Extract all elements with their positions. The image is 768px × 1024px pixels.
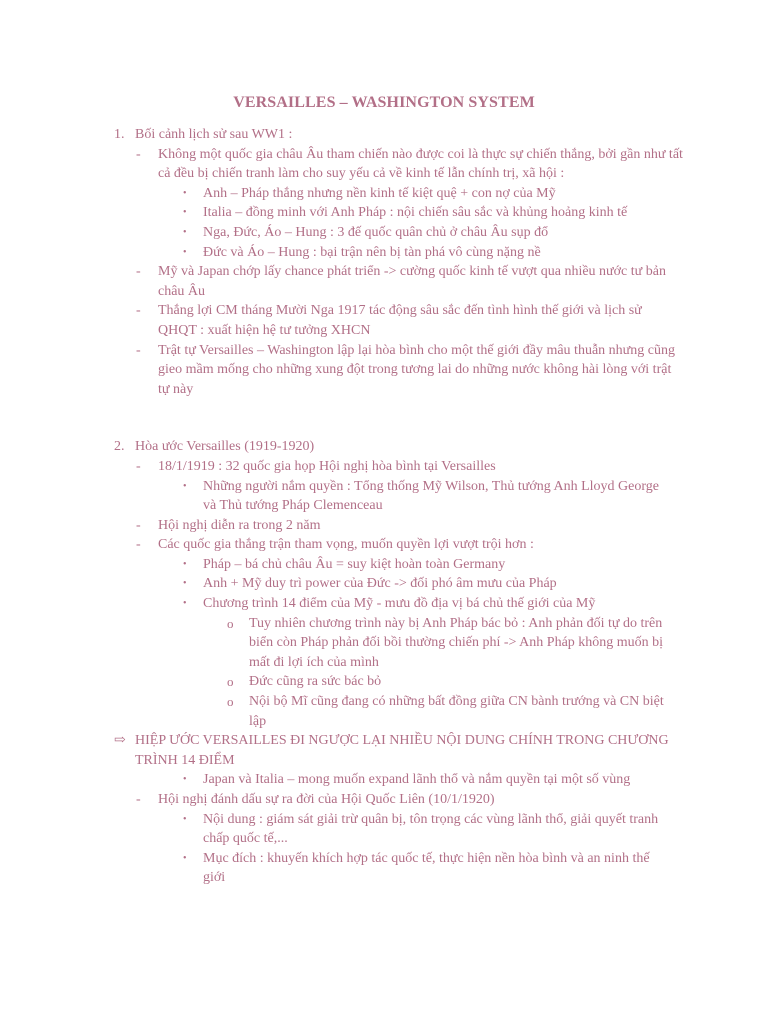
list-item-text: Mục đích : khuyến khích hợp tác quốc tế, thực hiện nền hòa bình và an ninh thế giới xyxy=(203,850,650,886)
list-marker: ⇨ xyxy=(114,733,126,749)
list-marker: • xyxy=(183,207,187,219)
list-marker: • xyxy=(183,187,187,199)
sub-bullet-item xyxy=(0,614,768,673)
bullet-item xyxy=(0,223,768,243)
list-item-text: Không một quốc gia châu Âu tham chiến nào được coi là thực sự chiến thắng, bởi gần như tất cả đều bị chiến tranh làm cho suy yếu cả về kinh tế lẫn chính trị, xã hội : xyxy=(158,146,683,182)
bullet-item xyxy=(0,555,768,575)
dash-item xyxy=(0,516,768,536)
list-item-text: Đức cũng ra sức bác bỏ xyxy=(249,674,382,690)
list-marker: 1. xyxy=(114,127,125,142)
list-item-text: Mỹ và Japan chớp lấy chance phát triển -> cường quốc kinh tế vượt qua nhiều nước tư bản châu Âu xyxy=(158,264,666,299)
list-marker: • xyxy=(183,480,187,492)
sub-bullet-item xyxy=(0,692,768,731)
list-item-text: Nội dung : giám sát giải trừ quân bị, tôn trọng các vùng lãnh thổ, giải quyết tranh chấp quốc tế,... xyxy=(203,811,659,847)
list-item-text: Thắng lợi CM tháng Mười Nga 1917 tác động sâu sắc đến tình hình thế giới và lịch sử QHQT : xuất hiện hệ tư tưởng XHCN xyxy=(158,303,642,338)
bullet-item xyxy=(0,203,768,223)
section-gap xyxy=(0,399,768,437)
list-marker: - xyxy=(136,303,141,319)
list-marker: • xyxy=(183,813,187,825)
bullet-item xyxy=(0,574,768,594)
list-item-text: Japan và Italia – mong muốn expand lãnh thổ và nắm quyền tại một số vùng xyxy=(203,772,631,788)
bullet-item xyxy=(0,594,768,614)
document-title: VERSAILLES – WASHINGTON SYSTEM xyxy=(233,94,535,111)
dash-item xyxy=(0,535,768,555)
list-marker: • xyxy=(183,852,187,864)
list-item-text: Hội nghị diễn ra trong 2 năm xyxy=(158,517,321,533)
list-item-text: Anh – Pháp thắng nhưng nền kinh tế kiệt quệ + con nợ của Mỹ xyxy=(203,185,556,201)
section-heading xyxy=(0,437,768,457)
list-item-text: Hòa ước Versailles (1919-1920) xyxy=(135,439,315,455)
list-item-text: Nội bộ Mĩ cũng đang có những bất đồng giữa CN bành trướng và CN biệt lập xyxy=(249,694,664,729)
dash-item xyxy=(0,262,768,301)
list-marker: - xyxy=(136,264,141,280)
bullet-item xyxy=(0,243,768,263)
document-body xyxy=(0,125,768,888)
bullet-item xyxy=(0,184,768,204)
dash-item xyxy=(0,457,768,477)
bullet-item xyxy=(0,477,768,516)
dash-item xyxy=(0,301,768,340)
dash-item xyxy=(0,145,768,184)
list-item-text: Anh + Mỹ duy trì power của Đức -> đối phó âm mưu của Pháp xyxy=(203,576,557,592)
list-item-text: Trật tự Versailles – Washington lập lại hòa bình cho một thế giới đầy mâu thuẫn nhưng cũng gieo mầm mống cho những xung đột trong tương lai do những nước không hài lòng với trật tự này xyxy=(158,342,675,397)
list-item-text: Bối cảnh lịch sử sau WW1 : xyxy=(135,127,293,142)
list-marker: • xyxy=(183,246,187,258)
sub-bullet-item xyxy=(0,672,768,692)
list-item-text: Các quốc gia thắng trận tham vọng, muốn quyền lợi vượt trội hơn : xyxy=(158,537,534,553)
list-item-text: 18/1/1919 : 32 quốc gia họp Hội nghị hòa bình tại Versailles xyxy=(158,458,496,474)
list-item-text: Hội nghị đánh dấu sự ra đời của Hội Quốc Liên (10/1/1920) xyxy=(158,792,495,807)
list-item-text: Đức và Áo – Hung : bại trận nên bị tàn phá vô cùng nặng nề xyxy=(203,244,541,260)
list-item-text: Chương trình 14 điểm của Mỹ - mưu đồ địa vị bá chủ thế giới của Mỹ xyxy=(203,596,596,612)
list-marker: - xyxy=(136,458,141,474)
list-item-text: Pháp – bá chủ châu Âu = suy kiệt hoàn toàn Germany xyxy=(203,556,506,572)
list-marker: - xyxy=(136,537,141,553)
list-item-text: Những người nắm quyền : Tổng thống Mỹ Wilson, Thủ tướng Anh Lloyd George và Thủ tướng Pháp Clemenceau xyxy=(203,478,659,514)
list-marker: • xyxy=(183,226,187,238)
dash-item xyxy=(0,341,768,400)
list-item-text: Nga, Đức, Áo – Hung : 3 đế quốc quân chủ ở châu Âu sụp đổ xyxy=(203,224,549,240)
list-marker: • xyxy=(183,558,187,570)
list-marker: o xyxy=(227,674,234,690)
list-marker: o xyxy=(227,694,234,710)
bullet-item xyxy=(0,770,768,790)
list-item-text: HIỆP ƯỚC VERSAILLES ĐI NGƯỢC LẠI NHIỀU NỘI DUNG CHÍNH TRONG CHƯƠNG TRÌNH 14 ĐIỂM xyxy=(135,733,669,768)
section-heading xyxy=(0,125,768,145)
list-marker: • xyxy=(183,598,187,610)
dash-item xyxy=(0,790,768,810)
list-marker: o xyxy=(227,615,234,631)
list-marker: - xyxy=(136,342,141,358)
list-marker: - xyxy=(136,517,141,533)
bullet-item xyxy=(0,810,768,849)
list-marker: - xyxy=(136,146,141,162)
conclusion-item xyxy=(0,731,768,770)
list-marker: • xyxy=(183,578,187,590)
list-item-text: Tuy nhiên chương trình này bị Anh Pháp bác bỏ : Anh phản đối tự do trên biển còn Pháp phản đối bồi thường chiến phí -> Anh Pháp không muốn bị mất đi lợi ích của mình xyxy=(249,615,664,670)
list-marker: • xyxy=(183,774,187,786)
list-marker: 2. xyxy=(114,439,125,455)
list-item-text: Italia – đồng minh với Anh Pháp : nội chiến sâu sắc và khủng hoảng kinh tế xyxy=(203,205,628,221)
list-marker: - xyxy=(136,792,141,807)
bullet-item xyxy=(0,849,768,888)
